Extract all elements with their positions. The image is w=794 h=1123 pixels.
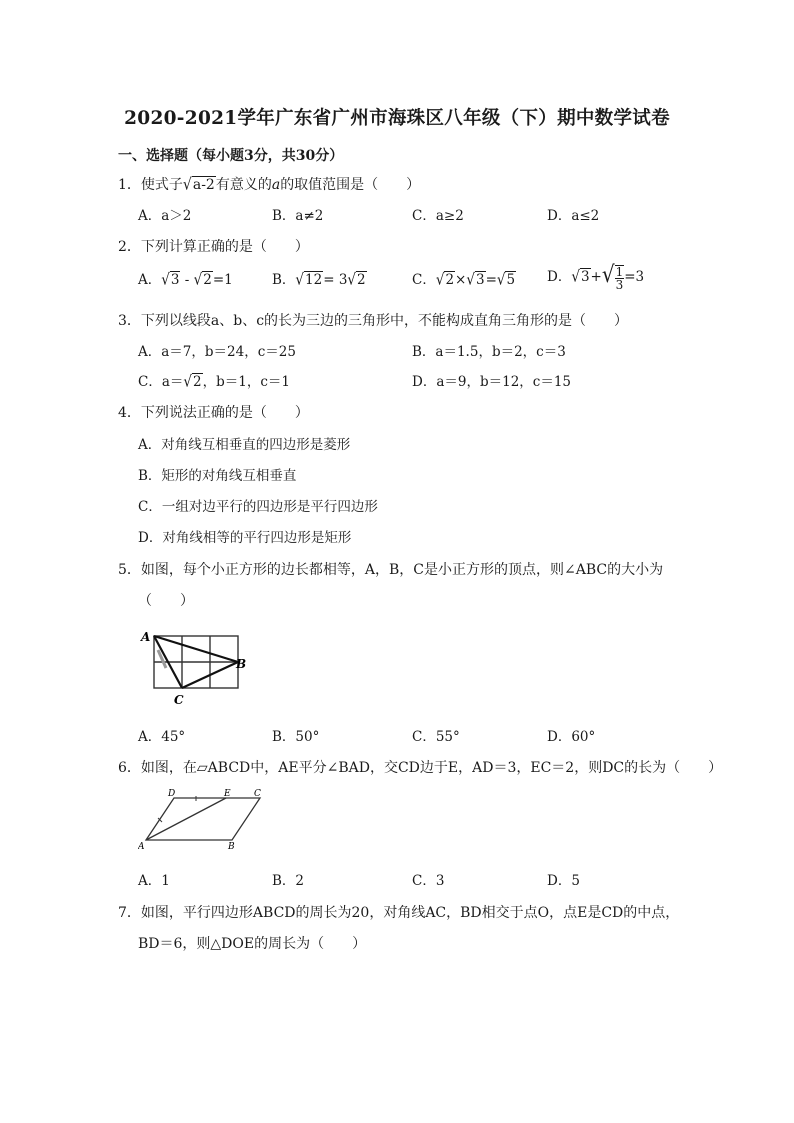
q4-option-a: A．对角线互相垂直的四边形是菱形 xyxy=(138,437,351,453)
q3-option-c: C．a＝√2，b＝1，c＝1 xyxy=(138,372,290,392)
q6-option-c: C．3 xyxy=(412,873,445,889)
q2-d-num: 1 xyxy=(615,264,624,279)
q4-option-c: C．一组对边平行的四边形是平行四边形 xyxy=(138,499,378,515)
q6-label-a: A xyxy=(138,842,145,850)
q1-var: a xyxy=(271,177,281,193)
q6-label-e: E xyxy=(224,789,231,799)
q5-option-b: B．50° xyxy=(272,729,320,745)
q6-option-a: A．1 xyxy=(138,873,170,889)
q5-option-c: C．55° xyxy=(412,729,460,745)
question-4: 4．下列说法正确的是（ ） xyxy=(118,405,309,421)
q3-c-rest: ，b＝1，c＝1 xyxy=(202,374,290,390)
q6-label-b: B xyxy=(228,842,235,850)
q3-c-label: C．a＝ xyxy=(138,374,184,390)
q2-c-eq: = xyxy=(485,272,497,288)
q2-d-plus: + xyxy=(590,269,602,285)
question-6: 6．如图，在▱ABCD中，AE平分∠BAD，交CD边于E，AD＝3，EC＝2，则DC的长为（ ） xyxy=(118,760,723,776)
q2-c-rad1: 2 xyxy=(445,272,455,288)
q2-c-rad3: 5 xyxy=(506,272,516,288)
q5-grid-figure xyxy=(136,628,246,708)
q2-a-minus: - xyxy=(184,272,190,288)
q2-c-times: × xyxy=(455,272,467,288)
q1-radicand: a-2 xyxy=(192,177,215,193)
q2-option-a: A．√3 - √2=1 xyxy=(138,270,233,290)
q2-b-rad2: 2 xyxy=(357,272,366,288)
q3-option-b: B．a＝1.5，b＝2，c＝3 xyxy=(412,344,566,360)
question-1: 1．使式子√a-2有意义的a的取值范围是（ ） xyxy=(118,175,421,195)
q2-d-label: D． xyxy=(547,269,572,285)
q2-option-d: D．√3+√ $\frac{1}{3}$ =3 xyxy=(547,260,645,292)
q2-a-rad2: 2 xyxy=(203,272,212,288)
q1-post: 有意义的 xyxy=(215,177,272,193)
q4-option-d: D．对角线相等的平行四边形是矩形 xyxy=(138,530,352,546)
q2-d-result: =3 xyxy=(624,269,645,285)
q5-option-d: D．60° xyxy=(547,729,596,745)
q6-option-d: D．5 xyxy=(547,873,580,889)
question-5: 5．如图，每个小正方形的边长都相等，A，B，C是小正方形的顶点，则∠ABC的大小为 xyxy=(118,562,664,578)
q2-d-rad1: 3 xyxy=(580,269,590,285)
question-2: 2．下列计算正确的是（ ） xyxy=(118,239,309,255)
q3-option-d: D．a＝9，b＝12，c＝15 xyxy=(412,374,572,390)
q2-a-rad1: 3 xyxy=(170,272,180,288)
q5-label-c: C xyxy=(174,693,184,707)
q2-b-rad1: 12 xyxy=(305,272,323,288)
q1-option-d: D．a≤2 xyxy=(547,208,600,224)
q1-option-a: A．a＞2 xyxy=(138,208,192,224)
question-7-line-1: 7．如图，平行四边形ABCD的周长为20，对角线AC，BD相交于点O，点E是CD的中点， xyxy=(118,905,680,921)
question-7-line-2: BD＝6，则△DOE的周长为（ ） xyxy=(138,936,367,952)
q5-answer-paren: （ ） xyxy=(138,593,194,609)
q1-pre: 1．使式子 xyxy=(118,177,183,193)
q1-post2: 的取值范围是（ ） xyxy=(280,177,421,193)
q2-b-label: B． xyxy=(272,272,296,288)
q3-c-rad: 2 xyxy=(193,374,202,390)
q6-label-c: C xyxy=(254,789,261,799)
q2-c-label: C． xyxy=(412,272,436,288)
page-title: 2020-2021学年广东省广州市海珠区八年级（下）期中数学试卷 xyxy=(124,108,670,129)
q2-c-rad2: 3 xyxy=(475,272,485,288)
q3-option-a: A．a＝7，b＝24，c＝25 xyxy=(138,344,296,360)
q5-option-a: A．45° xyxy=(138,729,186,745)
q2-d-den: 3 xyxy=(615,277,624,292)
q5-label-a: A xyxy=(141,630,151,644)
q2-a-label: A． xyxy=(138,272,162,288)
question-3: 3．下列以线段a、b、c的长为三边的三角形中，不能构成直角三角形的是（ ） xyxy=(118,313,629,329)
q1-option-c: C．a≥2 xyxy=(412,208,464,224)
q1-option-b: B．a≠2 xyxy=(272,208,324,224)
q6-option-b: B．2 xyxy=(272,873,305,889)
q2-b-mid: = 3 xyxy=(323,272,348,288)
q6-parallelogram-figure xyxy=(138,788,268,850)
q2-option-b: B．√12= 3√2 xyxy=(272,270,366,290)
q2-option-c: C．√2×√3=√5 xyxy=(412,270,516,290)
section-heading: 一、选择题（每小题3分，共30分） xyxy=(118,148,344,164)
q5-label-b: B xyxy=(236,657,246,671)
q6-label-d: D xyxy=(168,789,176,799)
q2-a-result: =1 xyxy=(212,272,233,288)
q4-option-b: B．矩形的对角线互相垂直 xyxy=(138,468,297,484)
